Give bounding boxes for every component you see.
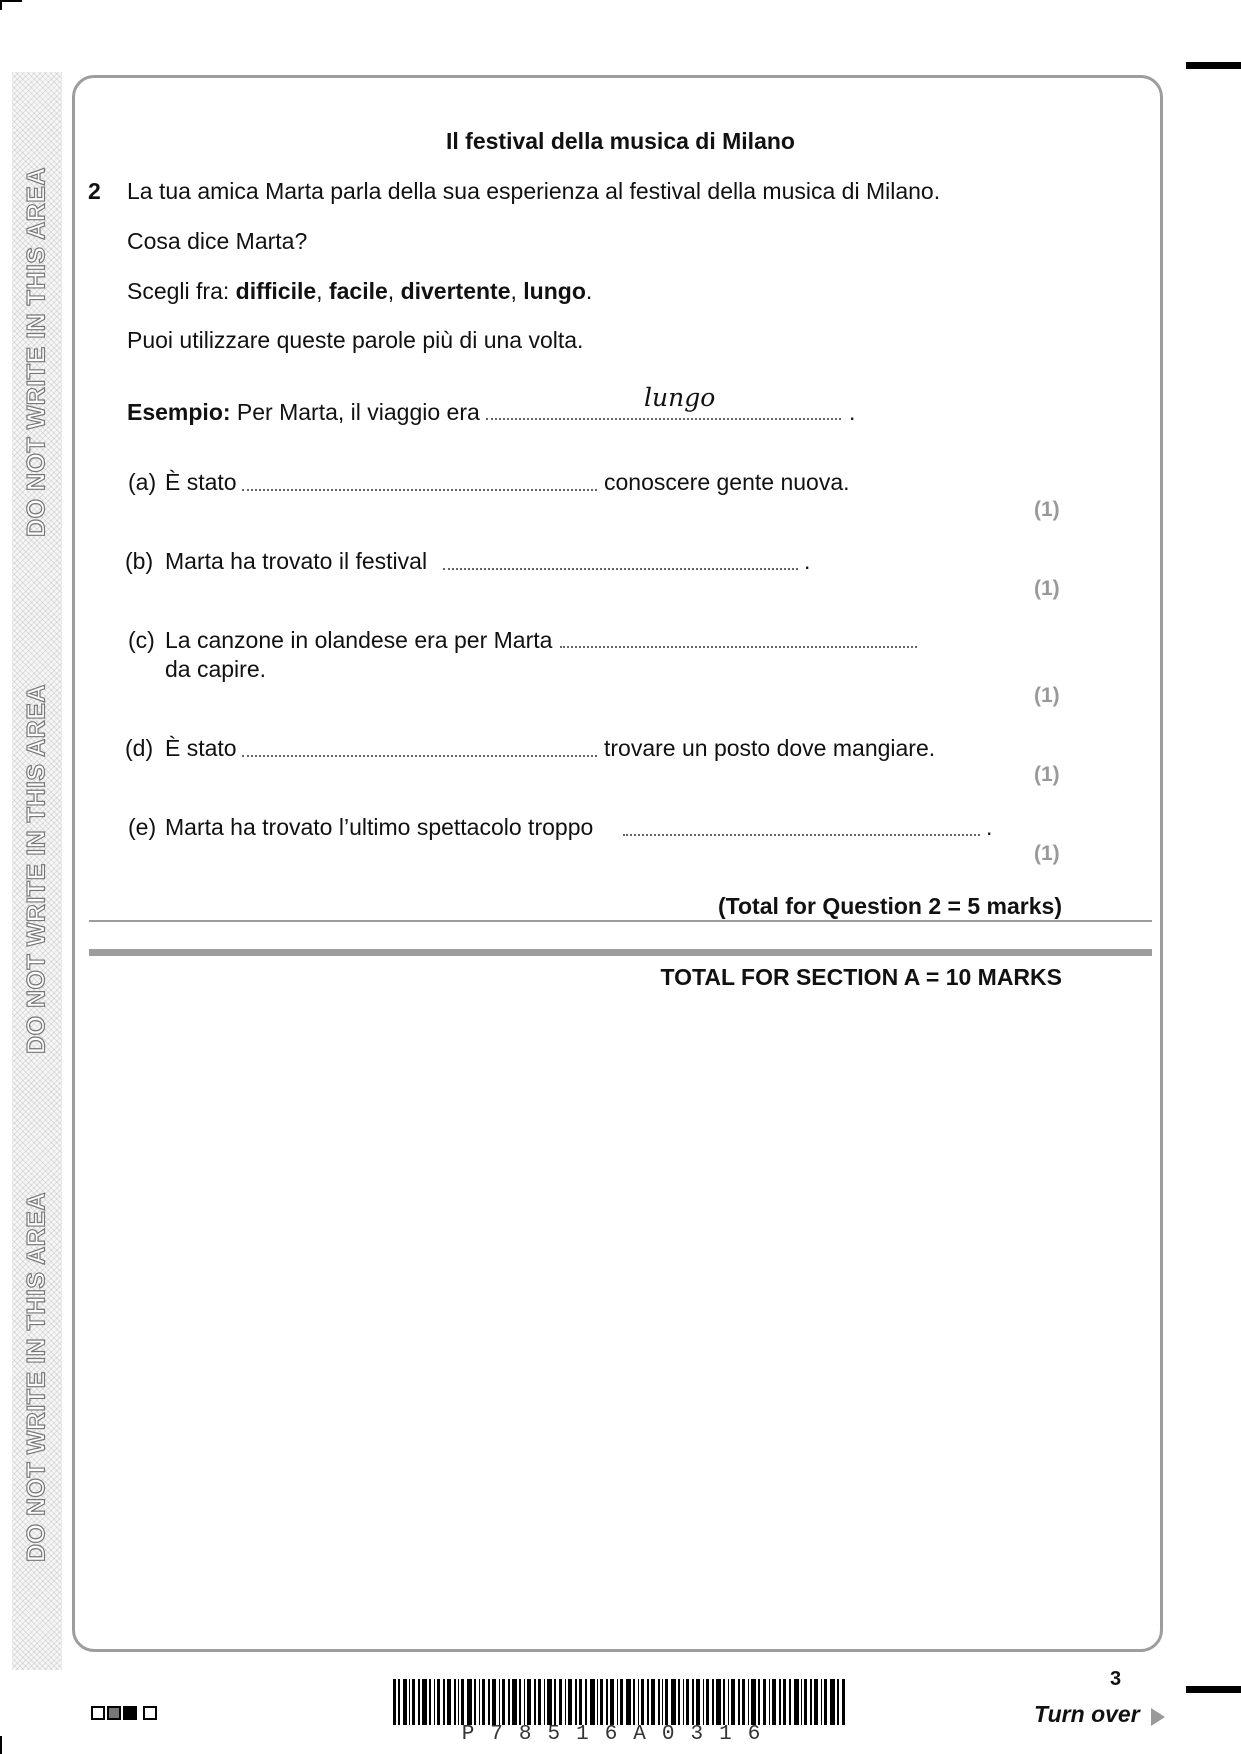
word-choice: difficile — [235, 278, 317, 304]
question-end-rule — [89, 920, 1152, 922]
word-choice: divertente — [400, 278, 511, 304]
turn-over-arrow-icon — [1151, 1708, 1165, 1726]
item-b-text: Marta ha trovato il festival — [165, 548, 428, 574]
mark-allocation: (1) — [1034, 763, 1060, 786]
mark-allocation: (1) — [1034, 842, 1060, 865]
turn-over-label: Turn over — [1034, 1701, 1140, 1727]
answer-line-a[interactable] — [242, 489, 597, 491]
example-answer-line — [486, 418, 841, 420]
item-letter: (d) — [125, 735, 154, 761]
crop-mark-bottom — [0, 1736, 2, 1754]
section-end-rule — [89, 949, 1152, 956]
item-d-after: trovare un posto dove mangiare. — [604, 735, 936, 761]
item-letter: (b) — [125, 548, 154, 574]
choose-prefix: Scegli fra: — [127, 278, 236, 304]
item-e-text: Marta ha trovato l’ultimo spettacolo troppo — [165, 814, 594, 840]
item-letter: (e) — [128, 814, 157, 840]
example-label: Esempio: — [127, 399, 231, 425]
question-prompt: Cosa dice Marta? — [127, 228, 308, 254]
mark-allocation: (1) — [1034, 684, 1060, 707]
word-choices: Scegli fra: difficile, facile, divertente, lungo. — [127, 278, 593, 304]
page-marker-box — [123, 1706, 137, 1720]
item-e-after: . — [986, 814, 993, 840]
section-total: TOTAL FOR SECTION A = 10 MARKS — [660, 964, 1062, 990]
register-bar-top — [1186, 62, 1241, 69]
item-a-after: conoscere gente nuova. — [604, 469, 850, 495]
register-bar-bottom — [1186, 1686, 1241, 1693]
answer-line-c[interactable] — [560, 646, 917, 648]
item-c-after: da capire. — [165, 656, 267, 682]
item-b-after: . — [804, 548, 811, 574]
word-choice: facile — [328, 278, 388, 304]
item-d-text: È stato — [165, 735, 237, 761]
answer-line-e[interactable] — [623, 834, 980, 836]
crop-mark-top — [0, 0, 22, 2]
item-c-text: La canzone in olandese era per Marta — [165, 627, 553, 653]
item-letter: (a) — [128, 469, 157, 495]
word-choice: lungo — [523, 278, 586, 304]
answer-line-d[interactable] — [242, 755, 597, 757]
page-number: 3 — [1110, 1668, 1122, 1690]
barcode — [393, 1679, 845, 1725]
example-end: . — [849, 399, 856, 425]
item-letter: (c) — [128, 627, 155, 653]
barcode-text: P78516A0316 — [461, 1723, 777, 1746]
example-line — [127, 398, 480, 426]
question-total: (Total for Question 2 = 5 marks) — [717, 893, 1062, 919]
example-handwritten-answer: lungo — [644, 383, 716, 412]
item-a-text: È stato — [165, 469, 237, 495]
section-title: Il festival della musica di Milano — [446, 128, 795, 154]
page-marker-box — [91, 1706, 105, 1720]
page-marker-box — [107, 1706, 121, 1720]
question-note: Puoi utilizzare queste parole più di una volta. — [127, 327, 584, 353]
question-number: 2 — [88, 178, 101, 204]
question-intro: La tua amica Marta parla della sua esperienza al festival della musica di Milano. — [127, 178, 941, 204]
page-marker-box — [143, 1706, 157, 1720]
example-text: Per Marta, il viaggio era — [230, 399, 480, 425]
answer-area-frame — [72, 75, 1163, 1652]
mark-allocation: (1) — [1034, 498, 1060, 521]
mark-allocation: (1) — [1034, 577, 1060, 600]
answer-line-b[interactable] — [443, 568, 798, 570]
